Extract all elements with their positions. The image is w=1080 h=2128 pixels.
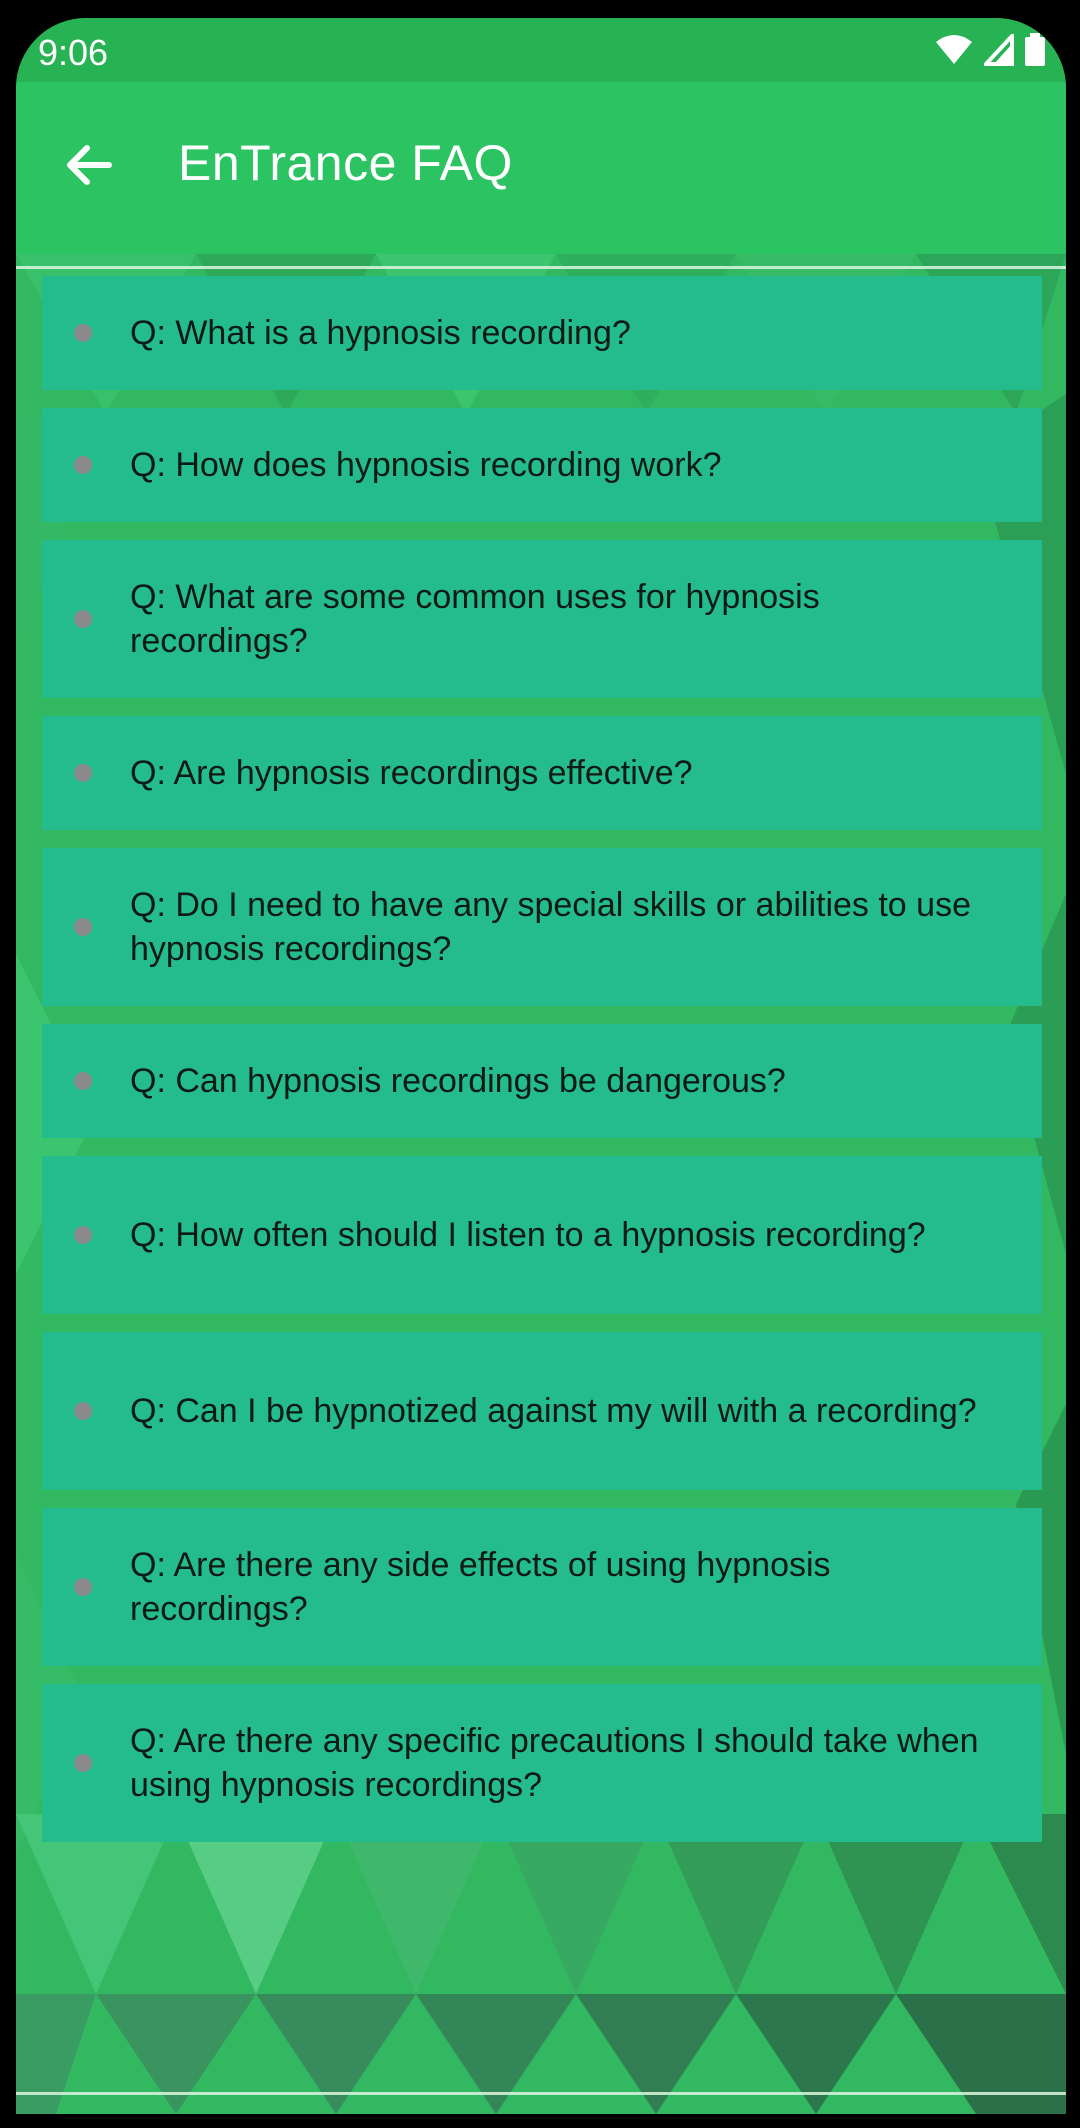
faq-item[interactable] [42,716,1042,830]
app-bar [16,82,1066,254]
bullet-icon [74,764,92,782]
status-time: 9:06 [38,32,109,73]
cellular-signal-icon [984,34,1014,71]
faq-question: Q: How often should I listen to a hypnosis recording? [130,1216,926,1254]
faq-item[interactable] [42,540,1042,698]
faq-question: Q: Are hypnosis recordings effective? [130,754,693,792]
faq-item[interactable] [42,276,1042,390]
faq-item[interactable] [42,1156,1042,1314]
faq-item[interactable] [42,1684,1042,1842]
faq-question: Q: How does hypnosis recording work? [130,446,722,484]
faq-question: Q: Are there any specific precautions I should take when using hypnosis recordings? [130,1722,979,1804]
wifi-icon [934,34,974,71]
bullet-icon [74,324,92,342]
faq-item[interactable] [42,848,1042,1006]
faq-question: Q: Do I need to have any special skills or abilities to use hypnosis recordings? [130,886,971,968]
faq-list [42,276,1042,1860]
faq-item[interactable] [42,1332,1042,1490]
bullet-icon [74,610,92,628]
faq-question: Q: What is a hypnosis recording? [130,314,631,352]
faq-question: Q: Are there any side effects of using hypnosis recordings? [130,1546,831,1628]
status-bar [16,18,1066,82]
faq-item[interactable] [42,1024,1042,1138]
bullet-icon [74,918,92,936]
battery-icon [1024,33,1046,72]
faq-item[interactable] [42,1508,1042,1666]
top-divider [16,266,1066,269]
status-icons [934,32,1046,72]
arrow-left-icon [65,143,113,192]
faq-content[interactable] [16,254,1066,2114]
faq-question: Q: Can hypnosis recordings be dangerous? [130,1062,786,1100]
bullet-icon [74,1402,92,1420]
faq-item[interactable] [42,408,1042,522]
page-title: EnTrance FAQ [178,135,513,191]
bullet-icon [74,1578,92,1596]
bullet-icon [74,1072,92,1090]
phone-screen [16,18,1066,2114]
bullet-icon [74,1754,92,1772]
bullet-icon [74,1226,92,1244]
back-button[interactable] [54,132,124,202]
faq-question: Q: Can I be hypnotized against my will with a recording? [130,1392,977,1430]
bottom-divider [16,2092,1066,2095]
bullet-icon [74,456,92,474]
faq-question: Q: What are some common uses for hypnosis recordings? [130,578,820,660]
